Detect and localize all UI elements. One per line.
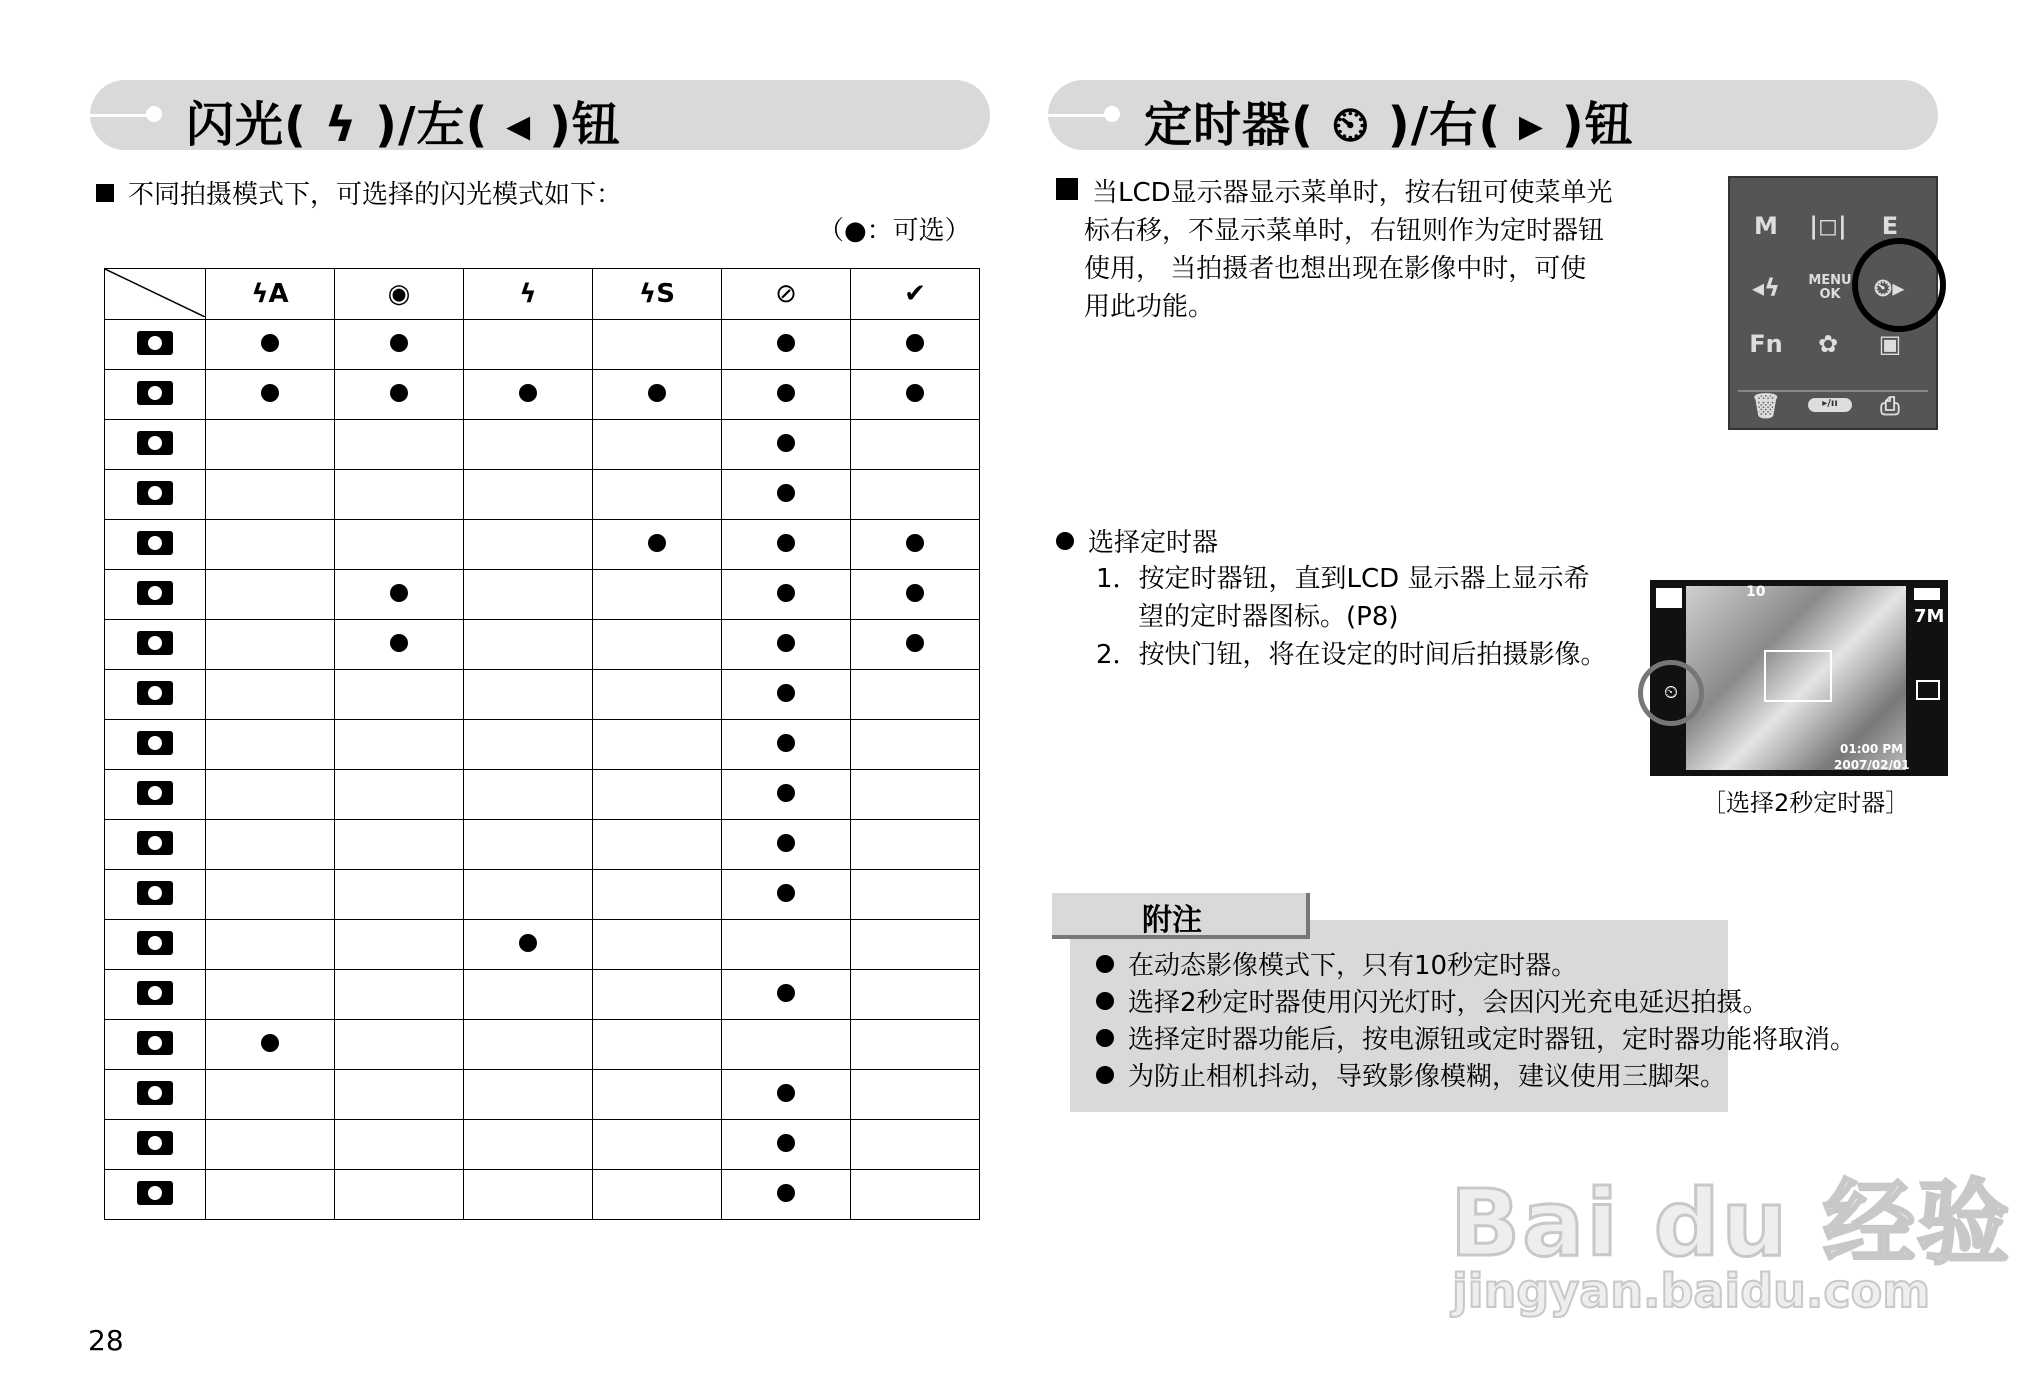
available-dot: [777, 1084, 795, 1102]
battery-icon: [1914, 588, 1940, 600]
available-dot: [390, 584, 408, 602]
round-bullet: [1056, 532, 1074, 550]
availability-cell: [593, 1120, 722, 1170]
scene-mode-icon: [137, 581, 173, 605]
page-number: 28: [88, 1324, 124, 1357]
scene-mode-cell: [105, 970, 206, 1020]
availability-cell: [206, 820, 335, 870]
availability-cell: [335, 320, 464, 370]
fn-button: Fn: [1749, 330, 1783, 358]
availability-cell: [335, 470, 464, 520]
available-dot: [777, 534, 795, 552]
availability-cell: [722, 470, 851, 520]
availability-cell: [851, 870, 980, 920]
right-timer-icon: ⏲▸: [1873, 274, 1905, 302]
availability-cell: [722, 320, 851, 370]
available-dot: [519, 934, 537, 952]
availability-cell: [464, 320, 593, 370]
header-red-eye-fix: ✔: [851, 269, 980, 320]
availability-cell: [335, 420, 464, 470]
availability-cell: [593, 770, 722, 820]
scene-mode-cell: [105, 820, 206, 870]
availability-cell: [464, 1170, 593, 1220]
availability-cell: [851, 1020, 980, 1070]
table-row: [105, 420, 980, 470]
availability-cell: [722, 1120, 851, 1170]
image-size: 7M: [1914, 606, 1945, 627]
availability-cell: [335, 720, 464, 770]
square-bullet: [96, 184, 114, 202]
table-row: [105, 370, 980, 420]
timer-icon-highlight: ⏲: [1638, 660, 1704, 726]
table-row: [105, 720, 980, 770]
available-dot: [390, 634, 408, 652]
availability-cell: [593, 520, 722, 570]
availability-cell: [722, 1070, 851, 1120]
availability-cell: [206, 1020, 335, 1070]
available-dot: [777, 684, 795, 702]
availability-cell: [851, 970, 980, 1020]
availability-cell: [851, 1120, 980, 1170]
availability-cell: [335, 920, 464, 970]
availability-cell: [335, 770, 464, 820]
availability-cell: [593, 1170, 722, 1220]
scene-mode-icon: [137, 531, 173, 555]
flash-mode-table: [104, 268, 980, 1220]
table-row: [105, 1070, 980, 1120]
availability-cell: [464, 570, 593, 620]
availability-cell: [722, 570, 851, 620]
availability-cell: [464, 520, 593, 570]
availability-cell: [335, 520, 464, 570]
scene-mode-icon: [137, 331, 173, 355]
availability-cell: [593, 620, 722, 670]
header-dot: [146, 106, 162, 122]
scene-mode-icon: [137, 681, 173, 705]
lcd-preview: [1650, 580, 1948, 776]
available-dot: [906, 534, 924, 552]
table-row: [105, 920, 980, 970]
scene-mode-cell: [105, 320, 206, 370]
availability-cell: [464, 770, 593, 820]
note-item: 选择定时器功能后，按电源钮或定时器钮，定时器功能将取消。: [1096, 1022, 1856, 1059]
availability-cell: [335, 1170, 464, 1220]
scene-mode-cell: [105, 770, 206, 820]
header-flash-off: ⊘: [722, 269, 851, 320]
available-dot: [906, 334, 924, 352]
availability-cell: [851, 470, 980, 520]
note-list: [1096, 948, 1856, 1096]
available-dot: [777, 634, 795, 652]
availability-cell: [851, 620, 980, 670]
availability-cell: [851, 770, 980, 820]
highlight-circle: [1852, 238, 1946, 332]
e-button: E: [1881, 212, 1899, 240]
availability-cell: [335, 1070, 464, 1120]
table-row: [105, 670, 980, 720]
availability-cell: [722, 870, 851, 920]
header-dot: [1104, 106, 1120, 122]
section-header-timer: [1048, 80, 1938, 153]
note-label: 附注: [1142, 903, 1202, 938]
diagonal-line: [105, 269, 205, 317]
available-dot: [519, 384, 537, 402]
scene-mode-icon: [137, 1081, 173, 1105]
baidu-url: jingyan.baidu.com: [1452, 1264, 1931, 1318]
available-dot: [906, 384, 924, 402]
table-row: [105, 1170, 980, 1220]
availability-cell: [464, 620, 593, 670]
scene-mode-icon: [137, 981, 173, 1005]
availability-cell: [464, 470, 593, 520]
availability-cell: [335, 670, 464, 720]
availability-cell: [464, 820, 593, 870]
round-bullet: [1096, 992, 1114, 1010]
availability-cell: [593, 1070, 722, 1120]
available-dot: [777, 484, 795, 502]
print-icon: ⎙: [1880, 392, 1900, 420]
availability-cell: [335, 570, 464, 620]
menu-ok-button: MENU OK: [1808, 273, 1852, 302]
availability-cell: [851, 370, 980, 420]
availability-cell: [722, 970, 851, 1020]
baidu-watermark: Bai du 经验: [1450, 1170, 2012, 1277]
scene-mode-cell: [105, 1120, 206, 1170]
scene-mode-cell: [105, 520, 206, 570]
scene-mode-icon: [137, 1181, 173, 1205]
availability-cell: [335, 620, 464, 670]
left-flash-icon: ◂ϟ: [1752, 274, 1780, 302]
available-dot: [777, 784, 795, 802]
round-bullet: [1096, 1066, 1114, 1084]
availability-cell: [335, 970, 464, 1020]
availability-cell: [206, 370, 335, 420]
delete-icon: 🗑: [1750, 392, 1782, 420]
available-dot: [390, 334, 408, 352]
available-dot: [777, 984, 795, 1002]
availability-cell: [206, 320, 335, 370]
table-row: [105, 470, 980, 520]
availability-cell: [593, 670, 722, 720]
scene-mode-icon: [137, 1131, 173, 1155]
availability-cell: [851, 1170, 980, 1220]
table-row: [105, 1020, 980, 1070]
table-row: [105, 570, 980, 620]
availability-cell: [593, 720, 722, 770]
lcd-time: 01:00 PM: [1840, 742, 1904, 756]
lcd-date: 2007/02/01: [1834, 758, 1910, 772]
availability-cell: [206, 520, 335, 570]
timer-steps: 1．按定时器钮，直到LCD 显示器上显示希 望的定时器图标。(P8) 2．按快门钮，将在设定的时间后拍摄影像。: [1096, 564, 1607, 670]
availability-cell: [464, 420, 593, 470]
scene-mode-cell: [105, 1170, 206, 1220]
scene-mode-cell: [105, 920, 206, 970]
play-icon: ▣: [1878, 330, 1902, 358]
header-slow-sync: ϟS: [593, 269, 722, 320]
availability-cell: [593, 870, 722, 920]
section-title-flash: 闪光( ϟ )/左( ◂ )钮: [186, 97, 621, 153]
availability-cell: [722, 620, 851, 670]
available-dot: [648, 534, 666, 552]
availability-cell: [464, 1020, 593, 1070]
quality-icon: [1916, 680, 1940, 700]
note-item: 选择2秒定时器使用闪光灯时，会因闪光充电延迟拍摄。: [1096, 985, 1856, 1022]
scene-mode-cell: [105, 1020, 206, 1070]
scene-mode-icon: [137, 781, 173, 805]
macro-icon: ✿: [1817, 330, 1839, 358]
availability-cell: [722, 670, 851, 720]
camera-mode-icon: [1656, 588, 1682, 608]
available-dot: [777, 734, 795, 752]
availability-cell: [722, 820, 851, 870]
table-row: [105, 620, 980, 670]
available-dot: [777, 384, 795, 402]
availability-cell: [206, 670, 335, 720]
availability-cell: [851, 1070, 980, 1120]
square-bullet: [1056, 178, 1078, 200]
note-item: 在动态影像模式下，只有10秒定时器。: [1096, 948, 1856, 985]
availability-cell: [593, 370, 722, 420]
table-row: [105, 970, 980, 1020]
availability-cell: [593, 420, 722, 470]
availability-cell: [206, 570, 335, 620]
scene-mode-icon: [137, 631, 173, 655]
table-row: [105, 520, 980, 570]
scene-mode-cell: [105, 670, 206, 720]
up-display-icon: |◻|: [1809, 212, 1847, 240]
scene-mode-cell: [105, 1070, 206, 1120]
availability-cell: [464, 720, 593, 770]
availability-cell: [464, 920, 593, 970]
scene-mode-icon: [137, 731, 173, 755]
available-dot: [261, 1034, 279, 1052]
available-dot: [906, 634, 924, 652]
table-row: [105, 770, 980, 820]
note-item: 为防止相机抖动，导致影像模糊，建议使用三脚架。: [1096, 1059, 1856, 1096]
availability-cell: [206, 420, 335, 470]
round-bullet: [1096, 1029, 1114, 1047]
availability-cell: [593, 320, 722, 370]
availability-cell: [722, 720, 851, 770]
timer-paragraph: 当LCD显示器显示菜单时，按右钮可使菜单光 标右移，不显示菜单时，右钮则作为定时器钮 使用， 当拍摄者也想出现在影像中时，可使 用此功能。: [1056, 174, 1613, 326]
note-tab: [1052, 893, 1310, 939]
corner-cell: [105, 269, 206, 320]
availability-cell: [722, 1020, 851, 1070]
availability-cell: [851, 670, 980, 720]
round-bullet: [1096, 955, 1114, 973]
availability-cell: [593, 920, 722, 970]
header-line: [1048, 114, 1108, 117]
table-row: [105, 870, 980, 920]
scene-mode-cell: [105, 720, 206, 770]
availability-cell: [206, 920, 335, 970]
availability-cell: [464, 1120, 593, 1170]
scene-mode-icon: [137, 831, 173, 855]
available-dot: [261, 334, 279, 352]
scene-mode-cell: [105, 870, 206, 920]
table-row: [105, 820, 980, 870]
scene-mode-cell: [105, 420, 206, 470]
available-dot: [777, 584, 795, 602]
section-title-timer: 定时器( ⏲ )/右( ▸ )钮: [1144, 97, 1634, 153]
availability-cell: [464, 870, 593, 920]
table-row: [105, 1120, 980, 1170]
available-dot: [906, 584, 924, 602]
scene-mode-cell: [105, 620, 206, 670]
camera-button-panel: [1728, 176, 1938, 430]
available-dot: [777, 334, 795, 352]
availability-cell: [335, 370, 464, 420]
availability-cell: [593, 470, 722, 520]
availability-cell: [335, 870, 464, 920]
play-pause-icon: ▸/ıı: [1808, 398, 1852, 412]
scene-mode-cell: [105, 370, 206, 420]
availability-cell: [335, 1120, 464, 1170]
availability-cell: [206, 770, 335, 820]
section-header-flash: [90, 80, 990, 153]
scene-mode-cell: [105, 470, 206, 520]
availability-cell: [593, 820, 722, 870]
availability-cell: [206, 1120, 335, 1170]
scene-mode-icon: [137, 381, 173, 405]
m-button: M: [1754, 212, 1778, 240]
availability-cell: [851, 520, 980, 570]
available-dot: [777, 1134, 795, 1152]
scene-mode-icon: [137, 931, 173, 955]
availability-cell: [335, 820, 464, 870]
availability-cell: [206, 720, 335, 770]
table-header-row: [105, 269, 980, 320]
available-dot: [777, 884, 795, 902]
availability-cell: [722, 370, 851, 420]
available-dot: [648, 384, 666, 402]
availability-cell: [464, 970, 593, 1020]
availability-cell: [206, 870, 335, 920]
availability-cell: [722, 520, 851, 570]
availability-cell: [206, 470, 335, 520]
availability-cell: [722, 1170, 851, 1220]
availability-cell: [464, 370, 593, 420]
availability-legend: （●：可选）: [818, 216, 971, 246]
header-red-eye: ◉: [335, 269, 464, 320]
availability-cell: [206, 970, 335, 1020]
scene-mode-icon: [137, 881, 173, 905]
availability-cell: [722, 770, 851, 820]
scene-mode-icon: [137, 481, 173, 505]
select-timer-heading: 选择定时器: [1056, 524, 1218, 562]
available-dot: [777, 834, 795, 852]
availability-cell: [851, 420, 980, 470]
availability-cell: [851, 920, 980, 970]
availability-cell: [851, 820, 980, 870]
availability-cell: [464, 1070, 593, 1120]
availability-cell: [593, 1020, 722, 1070]
scene-mode-icon: [137, 1031, 173, 1055]
header-fill-flash: ϟ: [464, 269, 593, 320]
availability-cell: [722, 420, 851, 470]
available-dot: [777, 1184, 795, 1202]
availability-cell: [206, 1170, 335, 1220]
availability-cell: [593, 970, 722, 1020]
lcd-caption: ［选择2秒定时器］: [1702, 789, 1910, 817]
availability-cell: [464, 670, 593, 720]
available-dot: [390, 384, 408, 402]
availability-cell: [335, 1020, 464, 1070]
scene-mode-cell: [105, 570, 206, 620]
availability-cell: [206, 620, 335, 670]
table-row: [105, 320, 980, 370]
availability-cell: [206, 1070, 335, 1120]
flash-intro: 不同拍摄模式下，可选择的闪光模式如下：: [96, 176, 622, 214]
availability-cell: [593, 570, 722, 620]
header-line: [90, 114, 150, 117]
header-auto-flash: ϟA: [206, 269, 335, 320]
focus-frame: [1764, 650, 1832, 702]
availability-cell: [851, 320, 980, 370]
frame-count: 10: [1746, 584, 1766, 600]
availability-cell: [722, 920, 851, 970]
available-dot: [777, 434, 795, 452]
available-dot: [261, 384, 279, 402]
scene-mode-icon: [137, 431, 173, 455]
availability-cell: [851, 570, 980, 620]
availability-cell: [851, 720, 980, 770]
